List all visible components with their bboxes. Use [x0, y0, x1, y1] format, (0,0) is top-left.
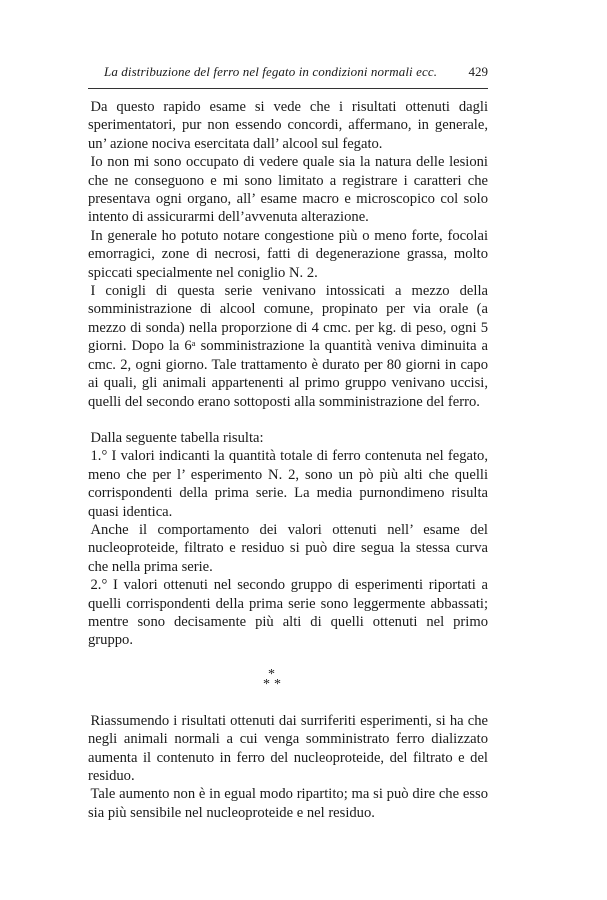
- paragraph: In generale ho potuto notare congestione più o meno forte, focolai emorragici, zone di necrosi, fatti di degenerazione grassa, molto spiccati specialmente nel coniglio N. 2.: [88, 227, 488, 281]
- asterisk: *: [268, 666, 275, 682]
- running-header: [88, 62, 488, 84]
- paragraph: Da questo rapido esame si vede che i risultati ottenuti dagli sperimentatori, pur non essendo concordi, affermano, in generale, un’ azione nociva esercitata dall’ alcool sul fegato.: [88, 99, 488, 152]
- paragraph: 2.° I valori ottenuti nel secondo gruppo di esperimenti riportati a quelli corrispondenti della prima serie sono leggermente abbassati; mentre sono decisamente più alti di quelli ottenuti nel primo gruppo.: [88, 577, 488, 649]
- paragraph: 1.° I valori indicanti la quantità totale di ferro contenuta nel fegato, meno che per l’ esperimento N. 2, sono un pò più alti che quelli corrispondenti della prima serie. La media purnondimeno risulta quasi identica.: [88, 448, 488, 520]
- paragraph: Riassumendo i risultati ottenuti dai surriferiti esperimenti, si ha che negli animali normali a cui venga somministrato ferro dializzato aumenta il contenuto in ferro del nucleoproteide, del filtrato e del residuo.: [88, 712, 488, 784]
- paragraph: Dalla seguente tabella risulta:: [90, 429, 264, 446]
- asterisk: *: [263, 676, 270, 692]
- paragraph: Anche il comportamento dei valori ottenuti nell’ esame del nucleoproteide, filtrato e residuo si può dire segua la stessa curva che nella prima serie.: [88, 521, 488, 575]
- paragraph: Io non mi sono occupato di vedere quale sia la natura delle lesioni che ne conseguono e mi sono limitato a registrare i caratteri che presentava ogni organo, all’ esame macro e microscopico col solo intento di assicurarmi dell’avvenuta alterazione.: [88, 154, 488, 226]
- header-rule: [88, 88, 488, 89]
- page-number: 429: [468, 64, 488, 79]
- running-title: La distribuzione del ferro nel fegato in condizioni normali ecc.: [104, 64, 438, 79]
- body-text: [88, 98, 488, 822]
- asterism-divider: [88, 656, 488, 706]
- paragraph: I conigli di questa serie venivano intossicati a mezzo della somministrazione di alcool comune, propinato per via orale (a mezzo di sonda) nella proporzione di 4 cmc. per kg. di peso, ogni 5 giorni. Dopo la 6ᵃ somministrazione la quantità veniva diminuita a cmc. 2, ogni giorno. Tale trattamento è durato per 80 giorni in capo ai quali, gli animali appartenenti al primo gruppo venivano uccisi, quelli del secondo erano sottoposti alla somministrazione del ferro.: [88, 283, 488, 410]
- paragraph: Tale aumento non è in egual modo ripartito; ma si può dire che esso sia più sensibile nel nucleoproteide e nel residuo.: [88, 786, 488, 821]
- spacer: [88, 411, 488, 429]
- asterisk: *: [274, 676, 281, 692]
